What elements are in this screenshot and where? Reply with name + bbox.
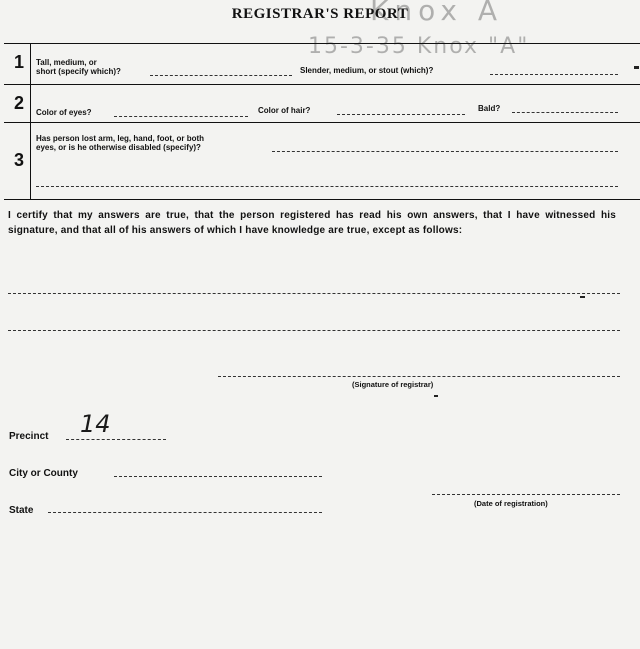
state-line: [48, 512, 322, 513]
disability-answer-line-1: [272, 151, 618, 152]
row-divider-1: [4, 84, 640, 85]
city-county-label: City or County: [9, 468, 78, 479]
disability-label-line1: Has person lost arm, leg, hand, foot, or both: [36, 134, 205, 143]
number-column-divider: [30, 43, 31, 200]
row-number-3: 3: [14, 150, 25, 170]
height-label-line2: short (specify which)?: [36, 67, 121, 76]
disability-label-line2: eyes, or is he otherwise disabled (specify)?: [36, 143, 201, 152]
eye-color-label: Color of eyes?: [36, 108, 92, 117]
signature-stray-mark: [434, 395, 438, 397]
hair-color-answer-line: [337, 114, 465, 115]
build-answer-line: [490, 74, 618, 75]
faded-code: 15-3-35 Knox "A": [308, 34, 530, 59]
height-answer-line: [150, 75, 292, 76]
registrar-signature-caption: (Signature of registrar): [352, 380, 434, 389]
state-label: State: [9, 505, 34, 516]
faded-name: Knox A: [370, 0, 504, 27]
row1-side-mark: [634, 66, 639, 69]
registrar-signature-line: [218, 376, 620, 377]
city-county-line: [114, 476, 322, 477]
exceptions-line-1: [8, 293, 620, 294]
precinct-line: [66, 439, 166, 440]
precinct-label: Precinct: [9, 431, 49, 442]
row-divider-2: [4, 122, 640, 123]
disability-answer-line-2: [36, 186, 618, 187]
table-bottom-border: [4, 199, 640, 200]
bald-answer-line: [512, 112, 618, 113]
row-number-2: 2: [14, 93, 25, 113]
table-top-border: [4, 43, 640, 44]
row-number-1: 1: [14, 52, 25, 72]
eye-color-answer-line: [114, 116, 248, 117]
hair-color-label: Color of hair?: [258, 106, 311, 115]
registration-date-line: [432, 494, 620, 495]
exceptions-stray-mark: [580, 296, 585, 298]
certification-text: I certify that my answers are true, that the person registered has read his own answers, that I have witnessed his signature, and that all of his answers of which I have knowledge are true, except as follows:: [8, 210, 616, 236]
bald-label: Bald?: [478, 104, 501, 113]
page-title: REGISTRAR'S REPORT: [231, 6, 409, 22]
build-label: Slender, medium, or stout (which)?: [300, 66, 434, 75]
precinct-value: 14: [80, 410, 111, 438]
registration-date-caption: (Date of registration): [474, 499, 548, 508]
exceptions-line-2: [8, 330, 620, 331]
height-label-line1: Tall, medium, or: [36, 58, 97, 67]
